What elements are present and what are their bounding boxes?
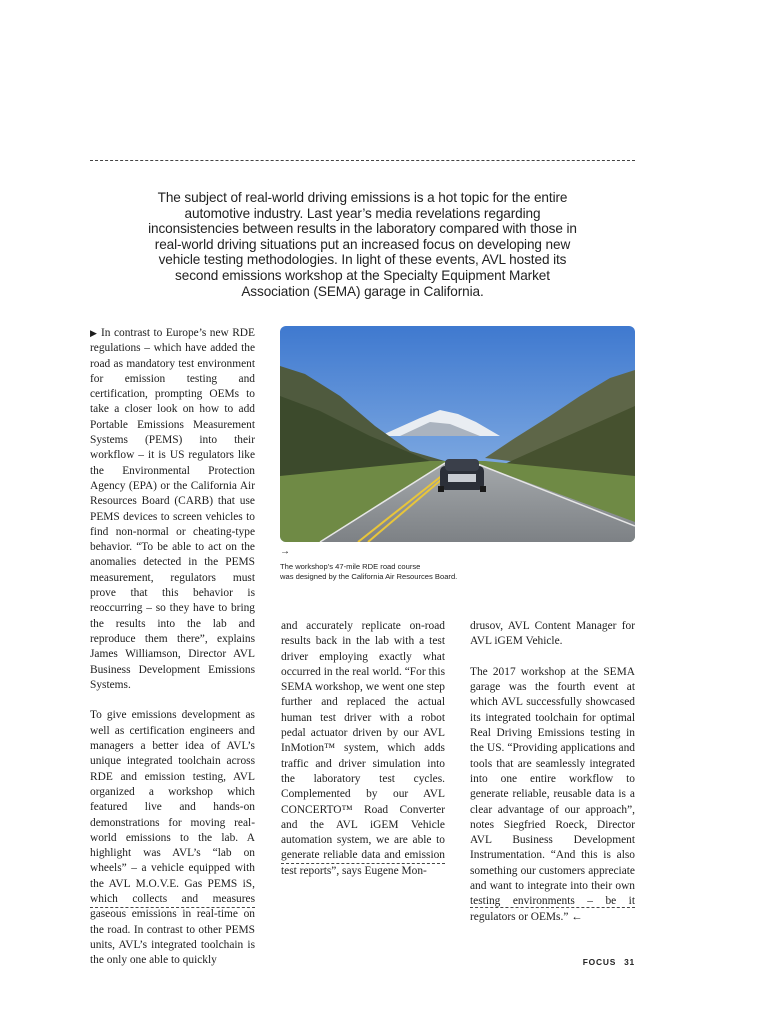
column-3-end-divider bbox=[470, 907, 635, 908]
column-2-end-divider bbox=[281, 863, 445, 864]
caption-arrow: → bbox=[280, 546, 290, 557]
paragraph-start-marker: ▶ bbox=[90, 328, 98, 338]
road-course-photo bbox=[280, 326, 635, 542]
caption-line-2: was designed by the California Air Resources Board. bbox=[280, 571, 458, 581]
paragraph-5-text: The 2017 workshop at the SEMA garage was the fourth event at which AVL successfully showcased its integrated toolchain for optimal Real Driving Emissions testing in the US. “Providing applications and tools that are seamlessly integrated into one entire workflow to generate reliable, reusable data is a clear advantage of our approach”, notes Siegfried Roeck, Director AVL Business Development Instrumentation. “And this is also something our customers appreciate and want to integrate into their own testing environments – be it regulators or OEMs.” bbox=[470, 665, 635, 923]
article-paragraph-2: To give emissions development as well as certification engineers and managers a better idea of AVL’s unique integrated toolchain across RDE and emission testing, AVL organized a workshop which featured live and hands-on demonstrations for moving real-world emissions to the lab. A highlight was AVL’s “lab on wheels” – a vehicle equipped with the AVL M.O.V.E. Gas PEMS iS, which collects and measures gaseous emissions in real-time on the road. In contrast to other PEMS units, AVL’s integrated toolchain is the only one able to quickly bbox=[90, 709, 255, 967]
intro-paragraph: The subject of real-world driving emissions is a hot topic for the entire automotive industry. Last year’s media revelations regarding inconsistencies between results in the laboratory compared with those in real-world driving situations put an increased focus on developing new vehicle testing methodologies. In light of these events, AVL hosted its second emissions workshop at the Specialty Equipment Market Association (SEMA) garage in California. bbox=[148, 190, 577, 299]
top-divider bbox=[90, 160, 635, 161]
photo-caption bbox=[280, 562, 510, 581]
caption-line-1: The workshop’s 47-mile RDE road course bbox=[280, 562, 421, 571]
article-paragraph-4: drusov, AVL Content Manager for AVL iGEM Vehicle. bbox=[470, 620, 635, 648]
article-column-3 bbox=[470, 619, 635, 925]
page-number: 31 bbox=[624, 957, 635, 967]
column-1-end-divider bbox=[90, 907, 255, 908]
article-paragraph-1 bbox=[90, 326, 255, 693]
article-paragraph-5 bbox=[470, 665, 635, 925]
section-name: FOCUS bbox=[582, 957, 617, 967]
article-paragraph-3: and accurately replicate on-road results back in the lab with a test driver employing exactly what occurred in the real world. “For this SEMA workshop, we went one step further and replaced the actual human test driver with a robot pedal actuator driven by our AVL InMotion™ system, which adds traffic and driver simulation into the laboratory test cycles. Complemented by our AVL CONCERTO™ Road Converter and the AVL iGEM Vehicle automation system, we are able to generate reliable data and emission test reports”, says Eugene Mon- bbox=[281, 620, 445, 877]
article-column-1 bbox=[90, 326, 255, 968]
article-column-2 bbox=[281, 619, 445, 879]
end-of-article-icon: ← bbox=[571, 910, 583, 923]
page-footer bbox=[583, 957, 635, 967]
paragraph-1-text: In contrast to Europe’s new RDE regulations – which have added the road as mandatory test environment for emission testing and certification, prompting OEMs to take a closer look on how to add Portable Emissions Measurement Systems (PEMS) into their workflow – it is US regulators like the Environmental Protection Agency (EPA) or the California Air Resources Board (CARB) that use PEMS devices to screen vehicles to find non-normal or cheating-type behavior. “To be able to act on the anomalies detected in the PEMS measurement, regulators must prove that this behavior is reoccurring – so they have to bring the results into the lab and reproduce them there”, explains James Williamson, Director AVL Business Development Emissions Systems. bbox=[90, 327, 255, 691]
